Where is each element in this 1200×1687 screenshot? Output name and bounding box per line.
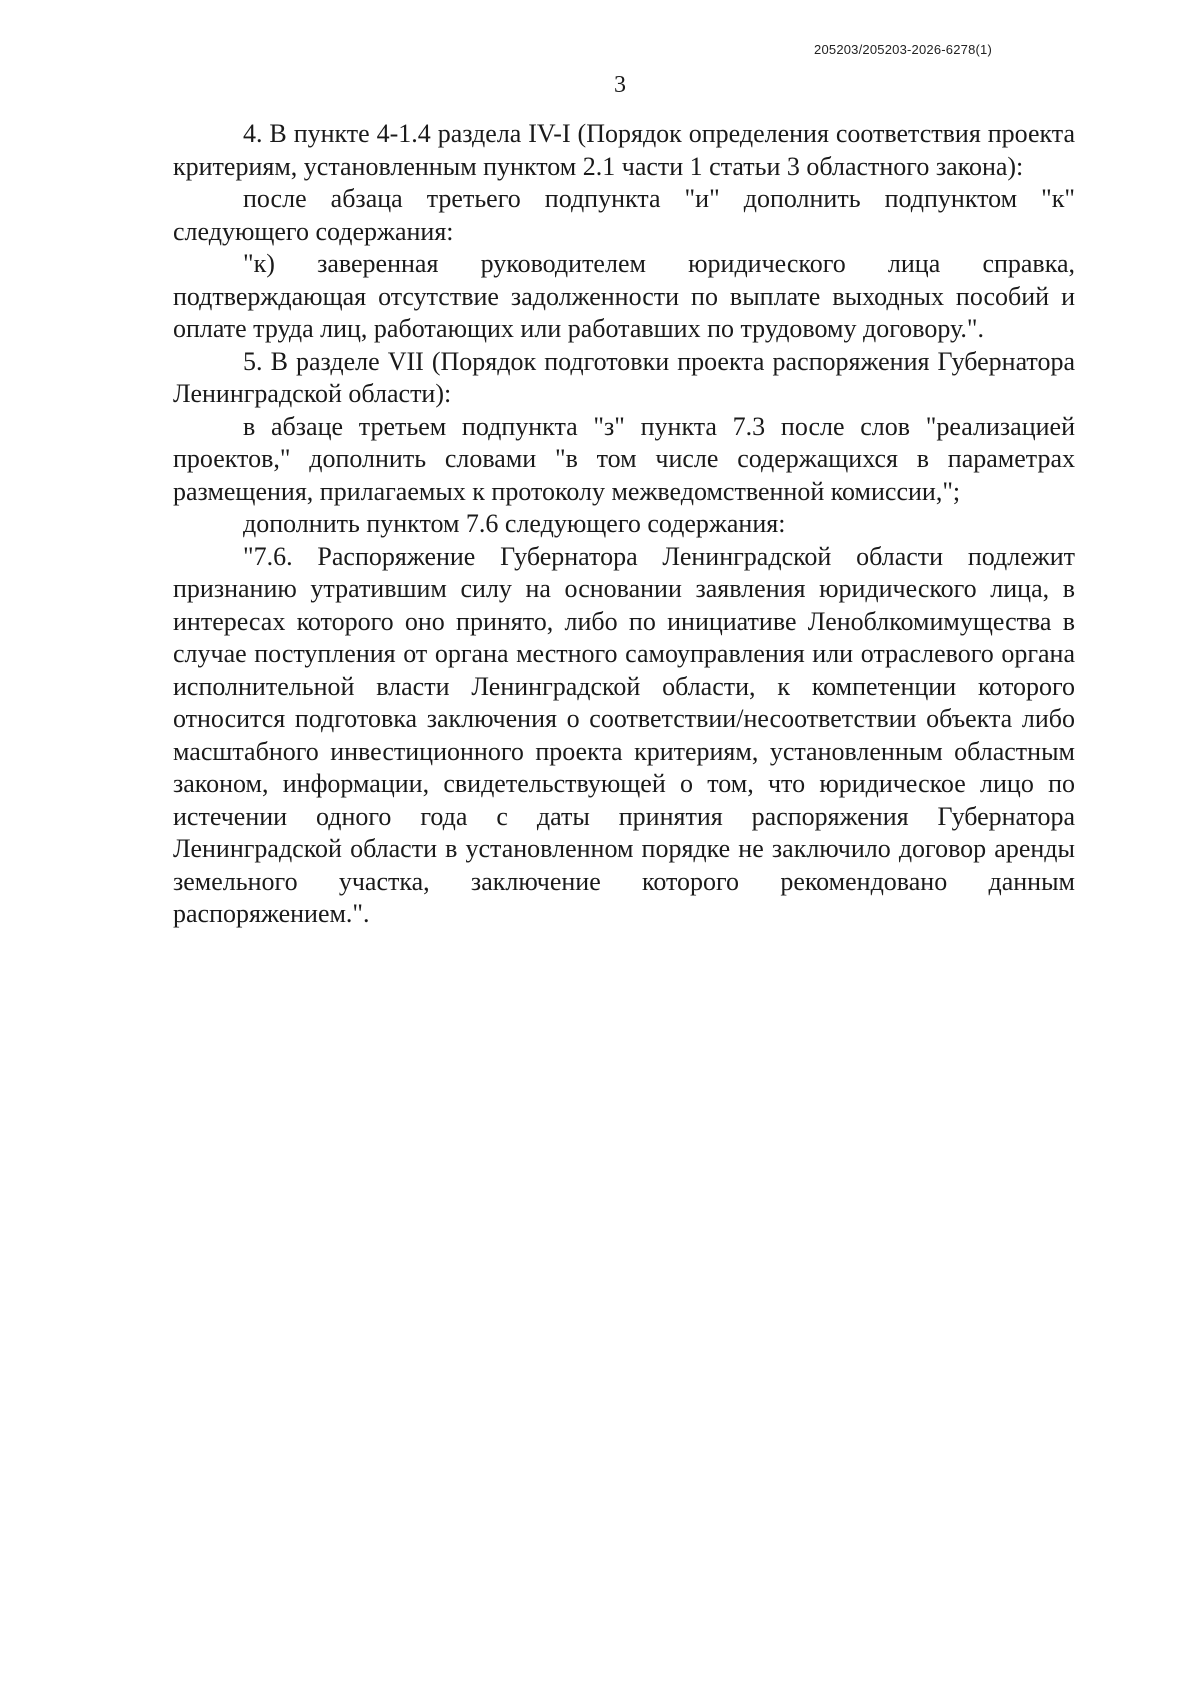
paragraph-item-5: 5. В разделе VII (Порядок подготовки проекта распоряжения Губернатора Ленинградской области):	[173, 346, 1075, 408]
document-id: 205203/205203-2026-6278(1)	[814, 42, 992, 57]
page-number: 3	[614, 72, 626, 98]
paragraph-item-7-6-text: "7.6. Распоряжение Губернатора Ленинградской области подлежит признанию утратившим силу на основании заявления юридического лица, в интересах которого оно принято, либо по инициативе Леноблкомимущества в случае поступления от органа местного самоуправления или отраслевого органа исполнительной власти Ленинградской области, к компетенции которого относится подготовка заключения о соответствии/несоответствии объекта либо масштабного инвестиционного проекта критериям, установленным областным законом, информации, свидетельствующей о том, что юридическое лицо по истечении одного года с даты принятия распоряжения Губернатора Ленинградской области в установленном порядке не заключило договор аренды земельного участка, заключение которого рекомендовано данным распоряжением.".	[173, 541, 1075, 928]
paragraph-subitem-z-amendment: в абзаце третьем подпункта "з" пункта 7.3 после слов "реализацией проектов," дополнить словами "в том числе содержащихся в параметрах размещения, прилагаемых к протоколу межведомственной комиссии,";	[173, 411, 1075, 506]
paragraph-item-4: 4. В пункте 4-1.4 раздела IV-I (Порядок определения соответствия проекта критериям, установленным пунктом 2.1 части 1 статьи 3 областного закона):	[173, 119, 1075, 181]
paragraph-subitem-k-intro: после абзаца третьего подпункта "и" дополнить подпунктом "к" следующего содержания:	[173, 184, 1075, 246]
paragraph-subitem-k-text: "к) заверенная руководителем юридического лица справка, подтверждающая отсутствие задолженности по выплате выходных пособий и оплате труда лиц, работающих или работавших по трудовому договору.".	[173, 249, 1075, 343]
paragraph-item-7-6-intro: дополнить пунктом 7.6 следующего содержания:	[243, 509, 786, 538]
document-body	[173, 118, 1075, 931]
